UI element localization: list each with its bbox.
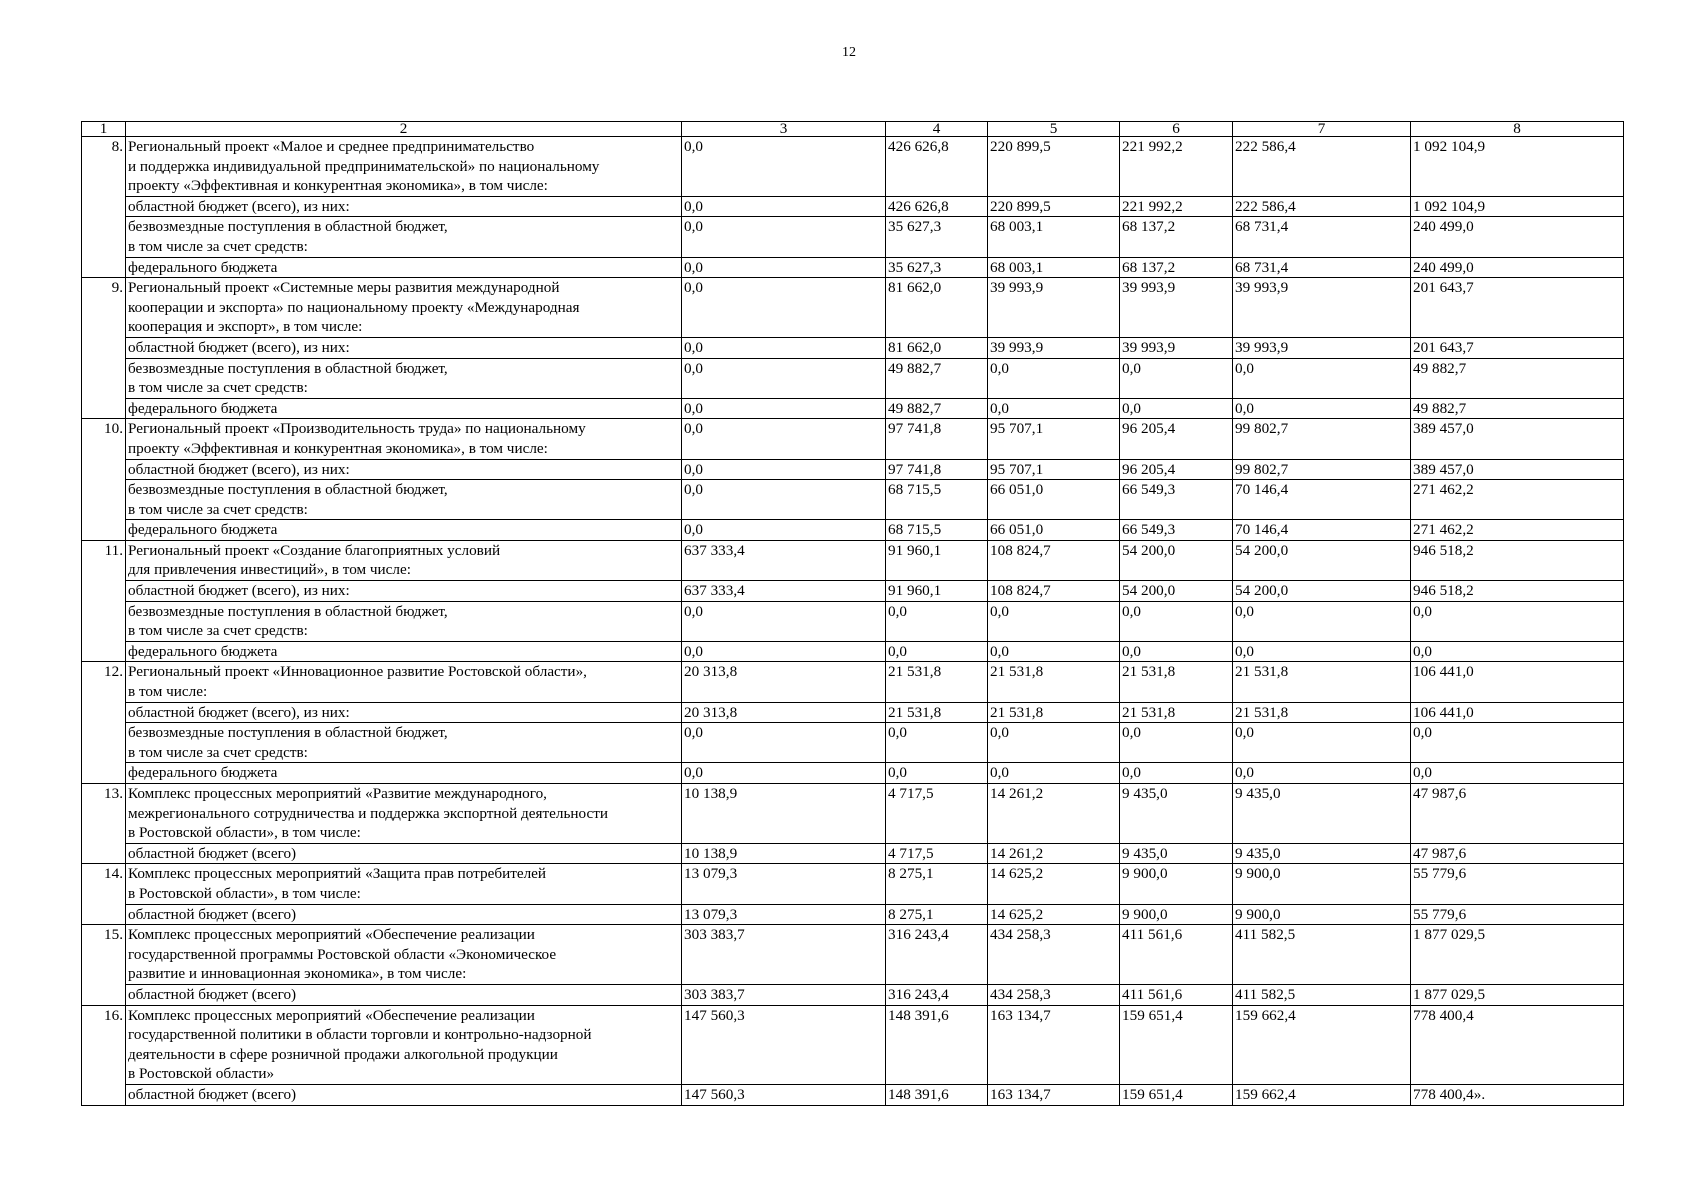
value-cell: 0,0: [682, 196, 886, 217]
value-cell: 1 092 104,9: [1411, 196, 1624, 217]
value-cell: 21 531,8: [988, 702, 1120, 723]
value-cell: 66 051,0: [988, 480, 1120, 520]
header-cell: 3: [682, 122, 886, 137]
table-row: [82, 641, 1624, 662]
value-cell: 0,0: [988, 641, 1120, 662]
table-row: [82, 984, 1624, 1005]
value-cell: 55 779,6: [1411, 904, 1624, 925]
value-cell: 240 499,0: [1411, 257, 1624, 278]
project-title: Региональный проект «Системные меры развития международной кооперации и экспорта» по национальному проекту «Международная кооперация и экспорт», в том числе:: [126, 278, 682, 338]
value-cell: 14 625,2: [988, 864, 1120, 904]
value-cell: 68 731,4: [1233, 217, 1411, 257]
table-row: [82, 337, 1624, 358]
value-cell: 0,0: [886, 763, 988, 784]
value-cell: 303 383,7: [682, 984, 886, 1005]
value-cell: 99 802,7: [1233, 419, 1411, 459]
value-cell: 68 731,4: [1233, 257, 1411, 278]
value-cell: 637 333,4: [682, 540, 886, 580]
value-cell: 0,0: [682, 641, 886, 662]
value-cell: 147 560,3: [682, 1005, 886, 1084]
header-cell: 4: [886, 122, 988, 137]
value-cell: 39 993,9: [1233, 337, 1411, 358]
value-cell: 68 715,5: [886, 480, 988, 520]
value-cell: 39 993,9: [988, 278, 1120, 338]
funding-source-label: областной бюджет (всего), из них:: [126, 702, 682, 723]
value-cell: 0,0: [682, 459, 886, 480]
value-cell: 0,0: [1233, 763, 1411, 784]
value-cell: 9 435,0: [1120, 843, 1233, 864]
value-cell: 39 993,9: [1120, 337, 1233, 358]
value-cell: 95 707,1: [988, 459, 1120, 480]
table-row: [82, 864, 1624, 904]
value-cell: 271 462,2: [1411, 480, 1624, 520]
value-cell: 411 561,6: [1120, 925, 1233, 985]
value-cell: 0,0: [682, 337, 886, 358]
row-number: 14.: [82, 864, 126, 925]
value-cell: 0,0: [1411, 601, 1624, 641]
value-cell: 201 643,7: [1411, 278, 1624, 338]
value-cell: 66 549,3: [1120, 520, 1233, 541]
header-cell: 5: [988, 122, 1120, 137]
row-number: 12.: [82, 662, 126, 784]
value-cell: 0,0: [1233, 398, 1411, 419]
value-cell: 271 462,2: [1411, 520, 1624, 541]
value-cell: 434 258,3: [988, 984, 1120, 1005]
value-cell: 47 987,6: [1411, 784, 1624, 844]
value-cell: 9 900,0: [1233, 864, 1411, 904]
value-cell: 70 146,4: [1233, 520, 1411, 541]
value-cell: 148 391,6: [886, 1084, 988, 1105]
table-row: [82, 358, 1624, 398]
funding-source-label: областной бюджет (всего), из них:: [126, 459, 682, 480]
project-title: Региональный проект «Создание благоприятных условий для привлечения инвестиций», в том числе:: [126, 540, 682, 580]
table-row: [82, 1084, 1624, 1105]
value-cell: 95 707,1: [988, 419, 1120, 459]
value-cell: 159 651,4: [1120, 1005, 1233, 1084]
value-cell: 21 531,8: [886, 662, 988, 702]
table-row: [82, 581, 1624, 602]
row-number: 13.: [82, 784, 126, 864]
value-cell: 54 200,0: [1120, 581, 1233, 602]
value-cell: 68 003,1: [988, 217, 1120, 257]
value-cell: 0,0: [886, 601, 988, 641]
value-cell: 222 586,4: [1233, 137, 1411, 197]
funding-source-label: безвозмездные поступления в областной бюджет, в том числе за счет средств:: [126, 480, 682, 520]
row-number: 16.: [82, 1005, 126, 1105]
value-cell: 147 560,3: [682, 1084, 886, 1105]
table-row: [82, 662, 1624, 702]
value-cell: 0,0: [988, 723, 1120, 763]
value-cell: 0,0: [1411, 763, 1624, 784]
funding-source-label: областной бюджет (всего): [126, 843, 682, 864]
value-cell: 14 625,2: [988, 904, 1120, 925]
value-cell: 0,0: [682, 419, 886, 459]
value-cell: 4 717,5: [886, 843, 988, 864]
value-cell: 49 882,7: [1411, 358, 1624, 398]
value-cell: 0,0: [1411, 641, 1624, 662]
value-cell: 0,0: [682, 480, 886, 520]
value-cell: 0,0: [682, 137, 886, 197]
value-cell: 411 582,5: [1233, 925, 1411, 985]
value-cell: 9 435,0: [1233, 784, 1411, 844]
value-cell: 4 717,5: [886, 784, 988, 844]
value-cell: 303 383,7: [682, 925, 886, 985]
value-cell: 8 275,1: [886, 904, 988, 925]
header-cell: 8: [1411, 122, 1624, 137]
table-row: [82, 257, 1624, 278]
row-number: 8.: [82, 137, 126, 278]
value-cell: 0,0: [682, 520, 886, 541]
funding-source-label: областной бюджет (всего): [126, 1084, 682, 1105]
value-cell: 14 261,2: [988, 784, 1120, 844]
value-cell: 0,0: [682, 257, 886, 278]
value-cell: 159 662,4: [1233, 1084, 1411, 1105]
table-row: [82, 520, 1624, 541]
value-cell: 0,0: [682, 278, 886, 338]
value-cell: 70 146,4: [1233, 480, 1411, 520]
row-number: 9.: [82, 278, 126, 419]
value-cell: 0,0: [682, 398, 886, 419]
value-cell: 49 882,7: [1411, 398, 1624, 419]
value-cell: 0,0: [886, 723, 988, 763]
value-cell: 778 400,4».: [1411, 1084, 1624, 1105]
funding-source-label: областной бюджет (всего): [126, 904, 682, 925]
value-cell: 21 531,8: [1233, 662, 1411, 702]
value-cell: 49 882,7: [886, 358, 988, 398]
value-cell: 0,0: [1120, 601, 1233, 641]
value-cell: 221 992,2: [1120, 137, 1233, 197]
project-title: Комплекс процессных мероприятий «Обеспечение реализации государственной политики в области торговли и контрольно-надзорной деятельности в сфере розничной продажи алкогольной продукции в Ростовской области»: [126, 1005, 682, 1084]
value-cell: 0,0: [1233, 641, 1411, 662]
value-cell: 39 993,9: [1120, 278, 1233, 338]
value-cell: 0,0: [886, 641, 988, 662]
funding-source-label: безвозмездные поступления в областной бюджет, в том числе за счет средств:: [126, 601, 682, 641]
value-cell: 91 960,1: [886, 540, 988, 580]
project-title: Региональный проект «Производительность труда» по национальному проекту «Эффективная и конкурентная экономика», в том числе:: [126, 419, 682, 459]
value-cell: 201 643,7: [1411, 337, 1624, 358]
value-cell: 434 258,3: [988, 925, 1120, 985]
value-cell: 9 900,0: [1120, 904, 1233, 925]
value-cell: 68 003,1: [988, 257, 1120, 278]
value-cell: 159 662,4: [1233, 1005, 1411, 1084]
value-cell: 99 802,7: [1233, 459, 1411, 480]
value-cell: 9 900,0: [1233, 904, 1411, 925]
value-cell: 9 435,0: [1120, 784, 1233, 844]
value-cell: 163 134,7: [988, 1005, 1120, 1084]
value-cell: 0,0: [1233, 358, 1411, 398]
funding-source-label: областной бюджет (всего), из них:: [126, 196, 682, 217]
value-cell: 220 899,5: [988, 196, 1120, 217]
table-row: [82, 217, 1624, 257]
value-cell: 54 200,0: [1233, 581, 1411, 602]
table-row: [82, 723, 1624, 763]
value-cell: 0,0: [682, 358, 886, 398]
value-cell: 0,0: [988, 601, 1120, 641]
value-cell: 106 441,0: [1411, 662, 1624, 702]
value-cell: 240 499,0: [1411, 217, 1624, 257]
value-cell: 0,0: [1120, 723, 1233, 763]
value-cell: 411 561,6: [1120, 984, 1233, 1005]
header-cell: 6: [1120, 122, 1233, 137]
project-title: Комплекс процессных мероприятий «Защита прав потребителей в Ростовской области», в том числе:: [126, 864, 682, 904]
value-cell: 0,0: [1411, 723, 1624, 763]
value-cell: 97 741,8: [886, 459, 988, 480]
value-cell: 91 960,1: [886, 581, 988, 602]
value-cell: 20 313,8: [682, 662, 886, 702]
value-cell: 0,0: [1120, 358, 1233, 398]
funding-source-label: областной бюджет (всего), из них:: [126, 337, 682, 358]
funding-source-label: безвозмездные поступления в областной бюджет, в том числе за счет средств:: [126, 217, 682, 257]
value-cell: 0,0: [682, 723, 886, 763]
value-cell: 81 662,0: [886, 278, 988, 338]
value-cell: 0,0: [682, 763, 886, 784]
value-cell: 316 243,4: [886, 984, 988, 1005]
value-cell: 316 243,4: [886, 925, 988, 985]
table-row: [82, 278, 1624, 338]
value-cell: 9 435,0: [1233, 843, 1411, 864]
row-number: 15.: [82, 925, 126, 1005]
funding-source-label: областной бюджет (всего), из них:: [126, 581, 682, 602]
value-cell: 54 200,0: [1120, 540, 1233, 580]
value-cell: 108 824,7: [988, 540, 1120, 580]
value-cell: 426 626,8: [886, 196, 988, 217]
value-cell: 49 882,7: [886, 398, 988, 419]
value-cell: 0,0: [1120, 398, 1233, 419]
value-cell: 96 205,4: [1120, 419, 1233, 459]
row-number: 10.: [82, 419, 126, 541]
value-cell: 10 138,9: [682, 784, 886, 844]
table-row: [82, 480, 1624, 520]
value-cell: 97 741,8: [886, 419, 988, 459]
value-cell: 637 333,4: [682, 581, 886, 602]
value-cell: 1 877 029,5: [1411, 984, 1624, 1005]
value-cell: 108 824,7: [988, 581, 1120, 602]
funding-source-label: федерального бюджета: [126, 398, 682, 419]
table-row: [82, 601, 1624, 641]
value-cell: 55 779,6: [1411, 864, 1624, 904]
project-title: Региональный проект «Малое и среднее предпринимательство и поддержка индивидуальной предпринимательской» по национальному проекту «Эффективная и конкурентная экономика», в том числе:: [126, 137, 682, 197]
value-cell: 222 586,4: [1233, 196, 1411, 217]
funding-source-label: областной бюджет (всего): [126, 984, 682, 1005]
value-cell: 0,0: [682, 217, 886, 257]
project-title: Комплекс процессных мероприятий «Обеспечение реализации государственной программы Ростовской области «Экономическое развитие и инновационная экономика», в том числе:: [126, 925, 682, 985]
value-cell: 1 877 029,5: [1411, 925, 1624, 985]
value-cell: 14 261,2: [988, 843, 1120, 864]
value-cell: 47 987,6: [1411, 843, 1624, 864]
value-cell: 66 051,0: [988, 520, 1120, 541]
budget-table: [81, 121, 1624, 1106]
value-cell: 0,0: [1120, 763, 1233, 784]
table-row: [82, 925, 1624, 985]
value-cell: 21 531,8: [1120, 702, 1233, 723]
funding-source-label: федерального бюджета: [126, 641, 682, 662]
table-row: [82, 763, 1624, 784]
header-cell: 2: [126, 122, 682, 137]
funding-source-label: федерального бюджета: [126, 763, 682, 784]
table-header-row: [82, 122, 1624, 137]
page-number: 12: [842, 45, 856, 60]
funding-source-label: федерального бюджета: [126, 257, 682, 278]
value-cell: 389 457,0: [1411, 459, 1624, 480]
value-cell: 21 531,8: [1233, 702, 1411, 723]
value-cell: 159 651,4: [1120, 1084, 1233, 1105]
value-cell: 148 391,6: [886, 1005, 988, 1084]
value-cell: 68 137,2: [1120, 217, 1233, 257]
value-cell: 21 531,8: [1120, 662, 1233, 702]
table-row: [82, 540, 1624, 580]
value-cell: 66 549,3: [1120, 480, 1233, 520]
value-cell: 39 993,9: [988, 337, 1120, 358]
table-row: [82, 398, 1624, 419]
value-cell: 21 531,8: [886, 702, 988, 723]
value-cell: 39 993,9: [1233, 278, 1411, 338]
value-cell: 9 900,0: [1120, 864, 1233, 904]
value-cell: 0,0: [988, 398, 1120, 419]
row-number: 11.: [82, 540, 126, 662]
value-cell: 0,0: [682, 601, 886, 641]
value-cell: 13 079,3: [682, 904, 886, 925]
value-cell: 778 400,4: [1411, 1005, 1624, 1084]
funding-source-label: безвозмездные поступления в областной бюджет, в том числе за счет средств:: [126, 358, 682, 398]
value-cell: 389 457,0: [1411, 419, 1624, 459]
value-cell: 946 518,2: [1411, 581, 1624, 602]
value-cell: 68 715,5: [886, 520, 988, 541]
value-cell: 946 518,2: [1411, 540, 1624, 580]
header-cell: 7: [1233, 122, 1411, 137]
table-row: [82, 904, 1624, 925]
value-cell: 411 582,5: [1233, 984, 1411, 1005]
value-cell: 221 992,2: [1120, 196, 1233, 217]
value-cell: 0,0: [1120, 641, 1233, 662]
value-cell: 20 313,8: [682, 702, 886, 723]
table-row: [82, 419, 1624, 459]
value-cell: 35 627,3: [886, 217, 988, 257]
value-cell: 81 662,0: [886, 337, 988, 358]
value-cell: 220 899,5: [988, 137, 1120, 197]
table-row: [82, 137, 1624, 197]
project-title: Региональный проект «Инновационное развитие Ростовской области», в том числе:: [126, 662, 682, 702]
value-cell: 10 138,9: [682, 843, 886, 864]
value-cell: 1 092 104,9: [1411, 137, 1624, 197]
header-cell: 1: [82, 122, 126, 137]
value-cell: 163 134,7: [988, 1084, 1120, 1105]
table-row: [82, 784, 1624, 844]
value-cell: 21 531,8: [988, 662, 1120, 702]
value-cell: 68 137,2: [1120, 257, 1233, 278]
project-title: Комплекс процессных мероприятий «Развитие международного, межрегионального сотрудничества и поддержка экспортной деятельности в Ростовской области», в том числе:: [126, 784, 682, 844]
value-cell: 106 441,0: [1411, 702, 1624, 723]
value-cell: 0,0: [988, 763, 1120, 784]
funding-source-label: федерального бюджета: [126, 520, 682, 541]
value-cell: 35 627,3: [886, 257, 988, 278]
value-cell: 0,0: [988, 358, 1120, 398]
value-cell: 96 205,4: [1120, 459, 1233, 480]
table-row: [82, 459, 1624, 480]
table-row: [82, 1005, 1624, 1084]
table-row: [82, 702, 1624, 723]
table-row: [82, 196, 1624, 217]
value-cell: 0,0: [1233, 723, 1411, 763]
table-row: [82, 843, 1624, 864]
funding-source-label: безвозмездные поступления в областной бюджет, в том числе за счет средств:: [126, 723, 682, 763]
value-cell: 54 200,0: [1233, 540, 1411, 580]
value-cell: 8 275,1: [886, 864, 988, 904]
value-cell: 13 079,3: [682, 864, 886, 904]
value-cell: 0,0: [1233, 601, 1411, 641]
value-cell: 426 626,8: [886, 137, 988, 197]
